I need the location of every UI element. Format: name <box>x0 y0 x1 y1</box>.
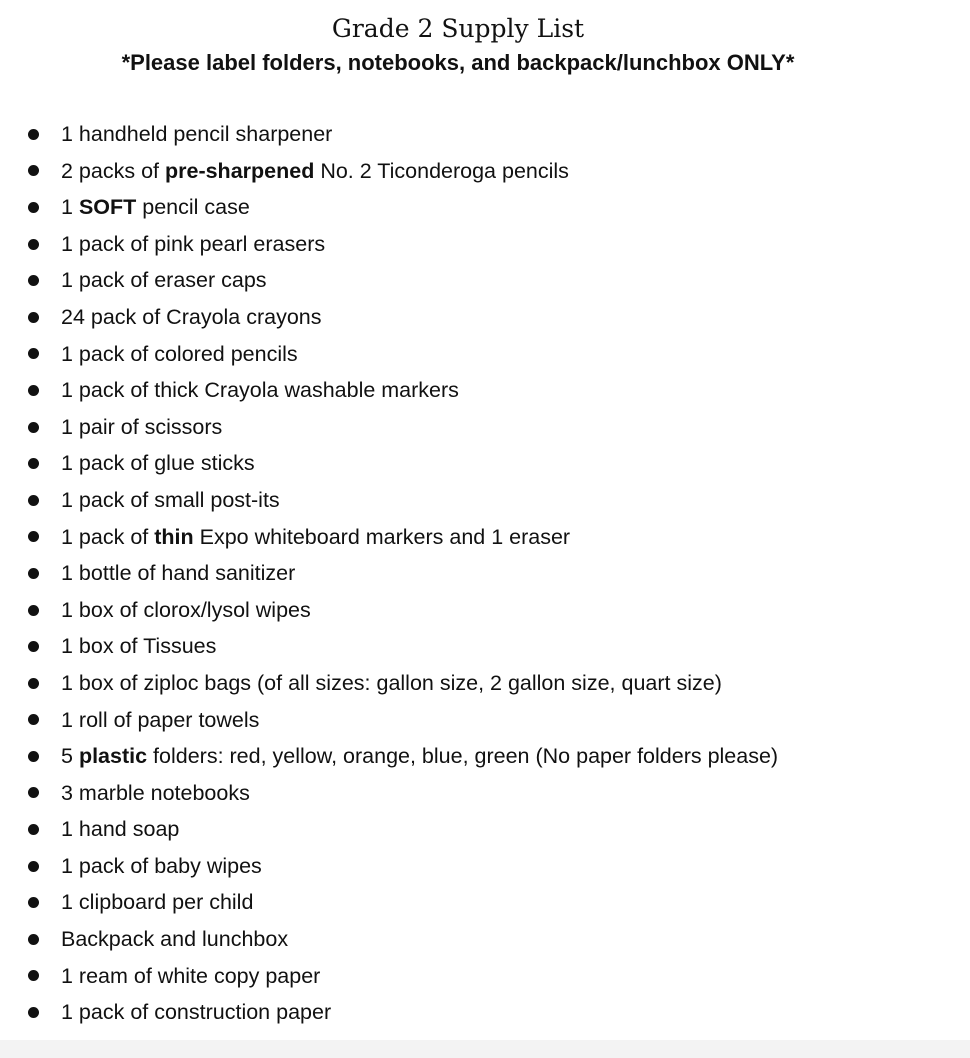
list-item-text: 1 pack of pink pearl erasers <box>61 231 326 256</box>
list-item <box>26 811 778 848</box>
list-item <box>26 592 778 629</box>
list-item-text: 1 pack of thick Crayola washable markers <box>61 378 459 403</box>
bullet-icon <box>28 568 39 579</box>
list-item <box>26 226 778 263</box>
supply-list <box>26 116 778 1031</box>
bullet-icon <box>28 751 39 762</box>
list-item <box>26 262 778 299</box>
bullet-icon <box>28 824 39 835</box>
list-item <box>26 628 778 665</box>
list-item-text: 1 pack of glue sticks <box>61 451 255 476</box>
list-item-text: 1 clipboard per child <box>61 890 254 915</box>
list-item <box>26 445 778 482</box>
list-item-text: 1 pack of construction paper <box>61 1000 332 1025</box>
list-item-text: 5 plastic folders: red, yellow, orange, blue, green (No paper folders please) <box>61 744 779 769</box>
list-item <box>26 848 778 885</box>
list-item-text: 3 marble notebooks <box>61 780 250 805</box>
list-item <box>26 884 778 921</box>
list-item <box>26 921 778 958</box>
list-item <box>26 409 778 446</box>
list-item <box>26 702 778 739</box>
list-item-text: 1 pack of eraser caps <box>61 268 267 293</box>
bullet-icon <box>28 165 39 176</box>
list-item-text: 1 pair of scissors <box>61 414 223 439</box>
bullet-icon <box>28 605 39 616</box>
bullet-icon <box>28 129 39 140</box>
bullet-icon <box>28 312 39 323</box>
bullet-icon <box>28 385 39 396</box>
list-item <box>26 372 778 409</box>
list-item <box>26 299 778 336</box>
bullet-icon <box>28 1007 39 1018</box>
list-item-text: 2 packs of pre-sharpened No. 2 Ticonderoga pencils <box>61 158 569 183</box>
list-item <box>26 116 778 153</box>
list-item-text: 1 pack of colored pencils <box>61 341 298 366</box>
list-item <box>26 153 778 190</box>
bullet-icon <box>28 202 39 213</box>
list-item-text: 1 SOFT pencil case <box>61 195 250 220</box>
bullet-icon <box>28 787 39 798</box>
bullet-icon <box>28 641 39 652</box>
bullet-icon <box>28 970 39 981</box>
bullet-icon <box>28 348 39 359</box>
bullet-icon <box>28 239 39 250</box>
list-item <box>26 994 778 1031</box>
labeling-instruction: *Please label folders, notebooks, and backpack/lunchbox ONLY* <box>121 50 795 75</box>
bullet-icon <box>28 934 39 945</box>
bullet-icon <box>28 678 39 689</box>
bullet-icon <box>28 495 39 506</box>
list-item-text: 24 pack of Crayola crayons <box>61 304 322 329</box>
list-item-text: 1 hand soap <box>61 817 180 842</box>
list-item-text: 1 pack of thin Expo whiteboard markers and 1 eraser <box>61 524 571 549</box>
list-item <box>26 189 778 226</box>
list-item-text: 1 box of ziploc bags (of all sizes: gallon size, 2 gallon size, quart size) <box>61 670 722 695</box>
list-item-text: 1 bottle of hand sanitizer <box>61 561 296 586</box>
bullet-icon <box>28 714 39 725</box>
bullet-icon <box>28 897 39 908</box>
bullet-icon <box>28 275 39 286</box>
list-item <box>26 519 778 556</box>
list-item-text: Backpack and lunchbox <box>61 927 289 952</box>
list-item <box>26 336 778 373</box>
list-item-text: 1 roll of paper towels <box>61 707 260 732</box>
bullet-icon <box>28 861 39 872</box>
list-item <box>26 958 778 995</box>
bullet-icon <box>28 422 39 433</box>
list-item-text: 1 box of Tissues <box>61 634 217 659</box>
list-item <box>26 738 778 775</box>
page-title: Grade 2 Supply List <box>331 14 585 43</box>
list-item-text: 1 pack of small post-its <box>61 487 280 512</box>
list-item-text: 1 pack of baby wipes <box>61 853 262 878</box>
page-bottom-edge <box>0 1040 970 1058</box>
list-item-text: 1 ream of white copy paper <box>61 963 321 988</box>
bullet-icon <box>28 458 39 469</box>
list-item <box>26 555 778 592</box>
list-item <box>26 665 778 702</box>
list-item <box>26 775 778 812</box>
bullet-icon <box>28 531 39 542</box>
list-item-text: 1 handheld pencil sharpener <box>61 122 333 146</box>
list-item-text: 1 box of clorox/lysol wipes <box>61 597 311 622</box>
list-item <box>26 482 778 519</box>
